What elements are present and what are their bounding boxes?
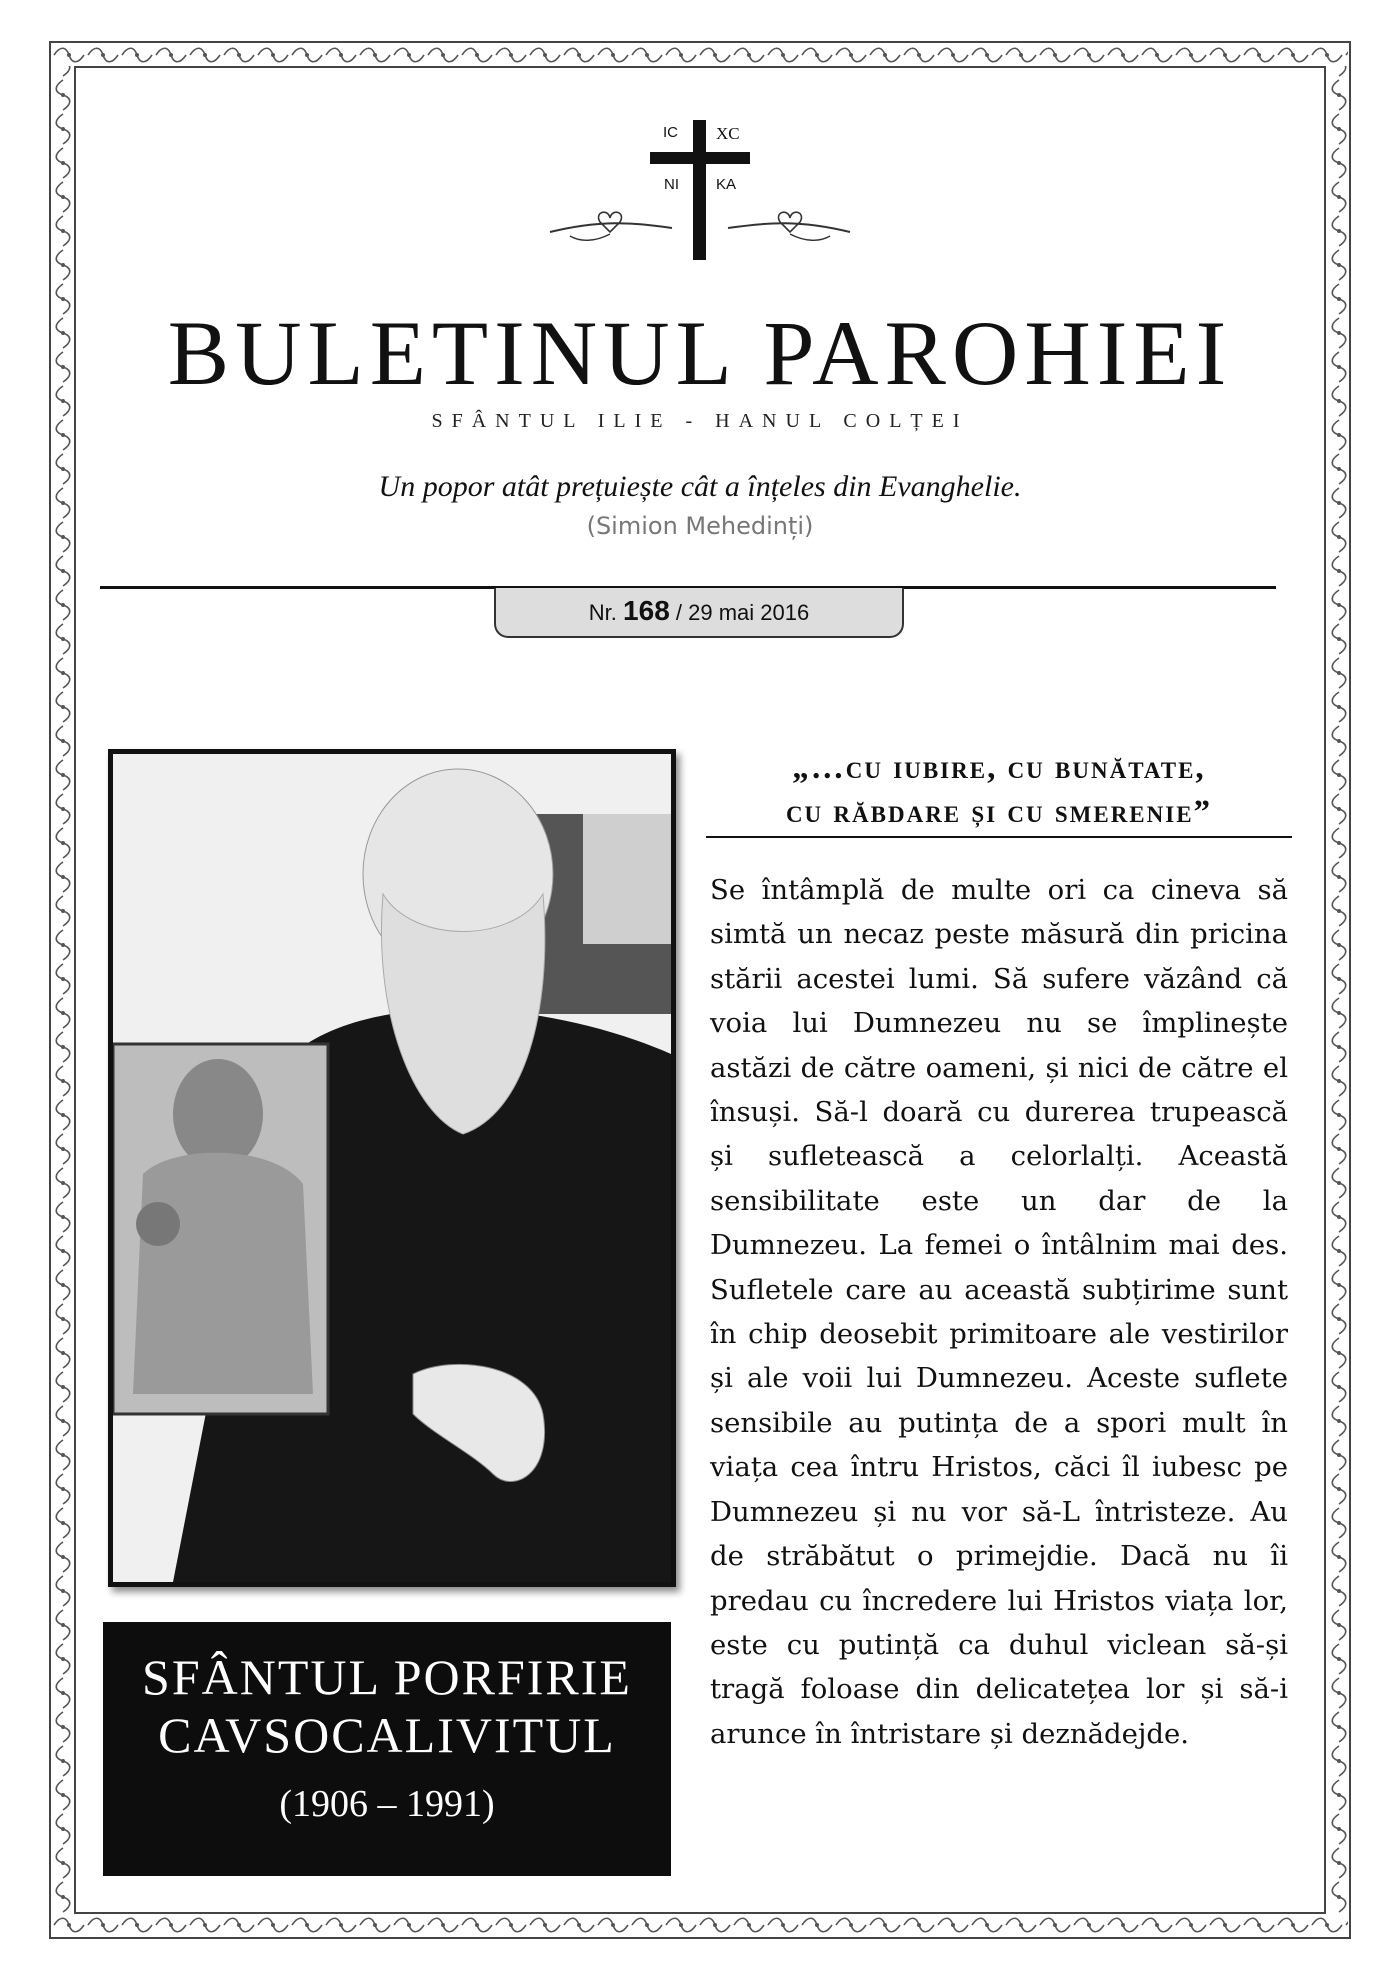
motto-quote: Un popor atât prețuiește cât a înțeles din Evanghelie. <box>378 470 1022 503</box>
issue-tab <box>494 588 904 638</box>
article-headline <box>708 746 1290 834</box>
saint-dates: (1906 – 1991) <box>279 1783 495 1825</box>
issue-prefix: Nr. <box>588 600 617 625</box>
parish-subtitle: SFÂNTUL ILIE - HANUL COLȚEI <box>431 410 969 432</box>
saint-name-line2: CAVSOCALIVITUL <box>158 1707 616 1763</box>
cross-letter-xc: XC <box>716 124 740 143</box>
saint-portrait-photo <box>108 749 676 1587</box>
headline-line1: „…cu iubire, cu bunătate, <box>792 750 1206 786</box>
cross-emblem <box>540 110 860 270</box>
article-body: Se întâmplă de multe ori ca cineva să simtă un necaz peste măsură din pricina stării acestei lumi. Să sufere văzând că voia lui Dumnezeu nu se împlinește astăzi de către oameni, și nici de către el însuși. Să-l doară cu durerea trupească și sufletească a celorlalți. Această sensibilitate este un dar de la Dumnezeu. La femei o întâlnim mai des. Sufletele care au această subțirime sunt în chip deosebit primitoare ale vestirilor și ale voii lui Dumnezeu. Aceste suflete sensibile au putința de a spori mult în viața cea întru Hristos, căci îl iubesc pe Dumnezeu și nu vor să-L întristeze. Au de străbătut o primejdie. Dacă nu îi predau cu încredere lui Hristos viața lor, este cu putință ca duhul viclean să-și tragă foloase din delicatețea lor și să-i arunce în întristare și deznădejde. <box>710 874 1288 1750</box>
saint-name-box <box>103 1622 671 1876</box>
cross-letter-ka: KA <box>716 176 737 193</box>
headline-line2: cu răbdare și cu smerenie” <box>785 794 1213 830</box>
bulletin-title: BULETINUL PAROHIEI <box>167 302 1233 404</box>
saint-name-line1: SFÂNTUL PORFIRIE <box>142 1649 632 1705</box>
issue-date: / 29 mai 2016 <box>675 600 810 625</box>
cross-letter-ic: IC <box>663 124 678 141</box>
cross-icon <box>540 110 860 270</box>
motto-author: (Simion Mehedinți) <box>586 512 814 540</box>
headline-underline <box>706 836 1292 838</box>
issue-number: 168 <box>623 595 670 626</box>
portrait-photo-image <box>113 754 671 1582</box>
cross-letter-ni: NI <box>664 176 679 193</box>
